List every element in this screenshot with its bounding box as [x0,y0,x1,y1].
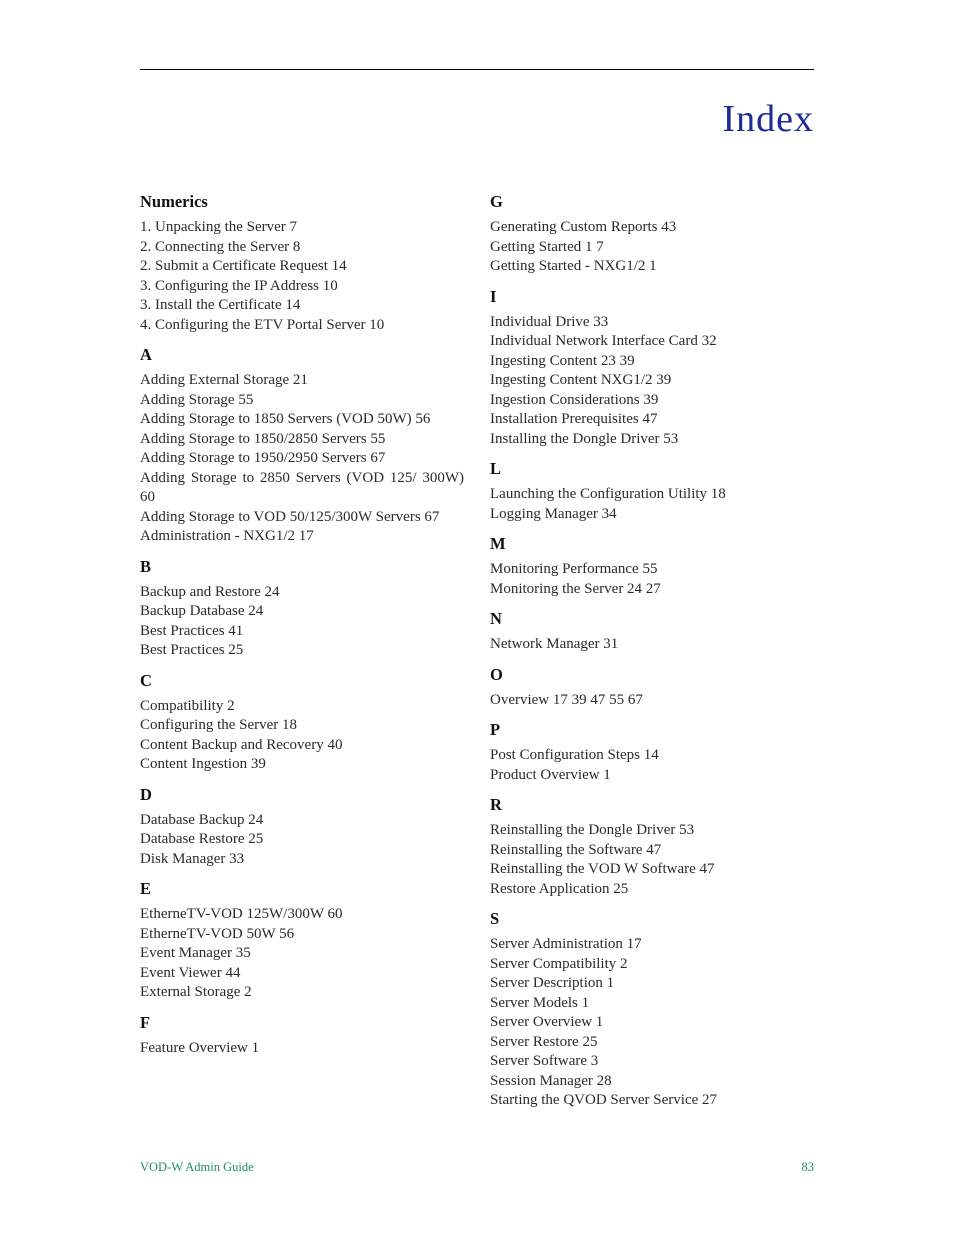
index-entry: 1. Unpacking the Server 7 [140,219,298,235]
index-entry: Adding Storage to 1850/2850 Servers 55 [140,430,386,447]
index-entry: Server Restore 25 [490,1033,598,1050]
section-heading: D [140,784,152,804]
index-section [490,720,814,785]
section-heading: I [490,286,497,306]
index-entry: Adding Storage to 1850 Servers (VOD 50W) 56 [140,411,431,427]
index-entry: Session Manager 28 [490,1072,612,1089]
index-entry: Adding Storage to 1950/2950 Servers 67 [140,450,386,466]
index-section [490,287,814,450]
index-entry: Database Backup 24 [140,811,264,828]
section-heading: G [490,192,503,211]
index-entry: Installing the Dongle Driver 53 [490,430,679,447]
index-entry: Best Practices 25 [140,642,244,658]
index-entry: Server Overview 1 [490,1014,604,1030]
index-entry: Event Manager 35 [140,945,251,961]
index-section [490,909,814,1111]
index-section [140,557,464,661]
index-entry: Adding Storage 55 [140,391,254,408]
index-entry: Individual Drive 33 [490,313,609,330]
index-entry: Adding External Storage 21 [140,372,308,388]
index-entry: Ingesting Content NXG1/2 39 [490,372,672,388]
index-entry: 3. Install the Certificate 14 [140,297,301,313]
footer-page-number: 83 [801,1160,814,1174]
index-column-left [140,192,464,1068]
index-entry: Product Overview 1 [490,766,611,783]
index-entry: Launching the Configuration Utility 18 [490,486,726,502]
index-entry: Server Models 1 [490,994,590,1011]
index-entry: Reinstalling the Dongle Driver 53 [490,822,695,838]
index-entry: Logging Manager 34 [490,505,617,522]
index-entry: Backup Database 24 [140,603,264,619]
index-entry: Backup and Restore 24 [140,583,280,600]
index-section [140,671,464,775]
section-heading: S [490,909,500,928]
section-heading: N [490,609,502,628]
index-section [490,534,814,599]
section-heading: Numerics [140,192,208,211]
index-entry: Individual Network Interface Card 32 [490,333,717,349]
index-entry: Configuring the Server 18 [140,717,298,733]
header-rule [140,69,814,70]
index-entry: Server Description 1 [490,975,615,991]
index-section [490,665,814,711]
index-entry: 2. Submit a Certificate Request 14 [140,258,347,274]
index-entry: Overview 17 39 47 55 67 [490,691,643,708]
index-section [490,192,814,277]
index-section [490,609,814,655]
index-entry: Ingestion Considerations 39 [490,391,659,408]
index-entry: Monitoring Performance 55 [490,561,658,577]
index-entry: Feature Overview 1 [140,1039,260,1056]
index-entry: Adding Storage to 2850 Servers (VOD 125/ 300W) 60 [140,469,464,505]
index-entry: Content Backup and Recovery 40 [140,736,343,753]
section-heading: A [140,345,152,364]
index-section [140,879,464,1003]
index-entry: Getting Started - NXG1/2 1 [490,258,657,274]
index-entry: Starting the QVOD Server Service 27 [490,1092,718,1108]
section-heading: F [140,1012,151,1032]
index-entry: Network Manager 31 [490,636,619,652]
section-heading: E [140,879,152,898]
index-column-right [490,192,814,1121]
index-entry: Server Software 3 [490,1053,599,1069]
index-entry: Adding Storage to VOD 50/125/300W Servers 67 [140,508,440,525]
index-section [490,795,814,899]
index-section [140,345,464,547]
index-entry: Generating Custom Reports 43 [490,219,677,235]
index-section [140,785,464,870]
index-section [140,192,464,335]
index-entry: Administration - NXG1/2 17 [140,528,314,544]
section-heading: O [490,664,503,684]
index-entry: Disk Manager 33 [140,850,245,867]
index-entry: Compatibility 2 [140,697,235,714]
index-entry: Event Viewer 44 [140,964,241,981]
index-entry: Reinstalling the VOD W Software 47 [490,861,715,877]
index-entry: External Storage 2 [140,984,252,1000]
section-heading: C [140,670,152,690]
index-section [490,459,814,524]
index-entry: Ingesting Content 23 39 [490,352,635,369]
section-heading: P [490,720,501,739]
section-heading: L [490,459,502,478]
index-entry: 4. Configuring the ETV Portal Server 10 [140,316,385,333]
index-entry: EtherneTV-VOD 50W 56 [140,925,295,942]
page-title: Index [722,98,814,140]
footer-guide-title: VOD-W Admin Guide [140,1160,254,1174]
index-entry: Reinstalling the Software 47 [490,841,662,858]
index-entry: Content Ingestion 39 [140,756,266,772]
section-heading: M [490,534,506,553]
section-heading: R [490,795,502,814]
index-entry: Database Restore 25 [140,831,264,847]
index-entry: 3. Configuring the IP Address 10 [140,277,338,294]
index-entry: Best Practices 41 [140,622,244,639]
index-entry: Server Compatibility 2 [490,955,628,972]
index-entry: EtherneTV-VOD 125W/300W 60 [140,906,343,922]
index-entry: Monitoring the Server 24 27 [490,580,661,597]
index-entry: Installation Prerequisites 47 [490,411,658,427]
section-heading: B [140,556,152,576]
index-entry: Server Administration 17 [490,936,642,952]
index-entry: Post Configuration Steps 14 [490,747,659,763]
index-entry: Getting Started 1 7 [490,238,604,255]
index-entry: 2. Connecting the Server 8 [140,238,301,255]
index-section [140,1013,464,1059]
index-entry: Restore Application 25 [490,880,629,897]
